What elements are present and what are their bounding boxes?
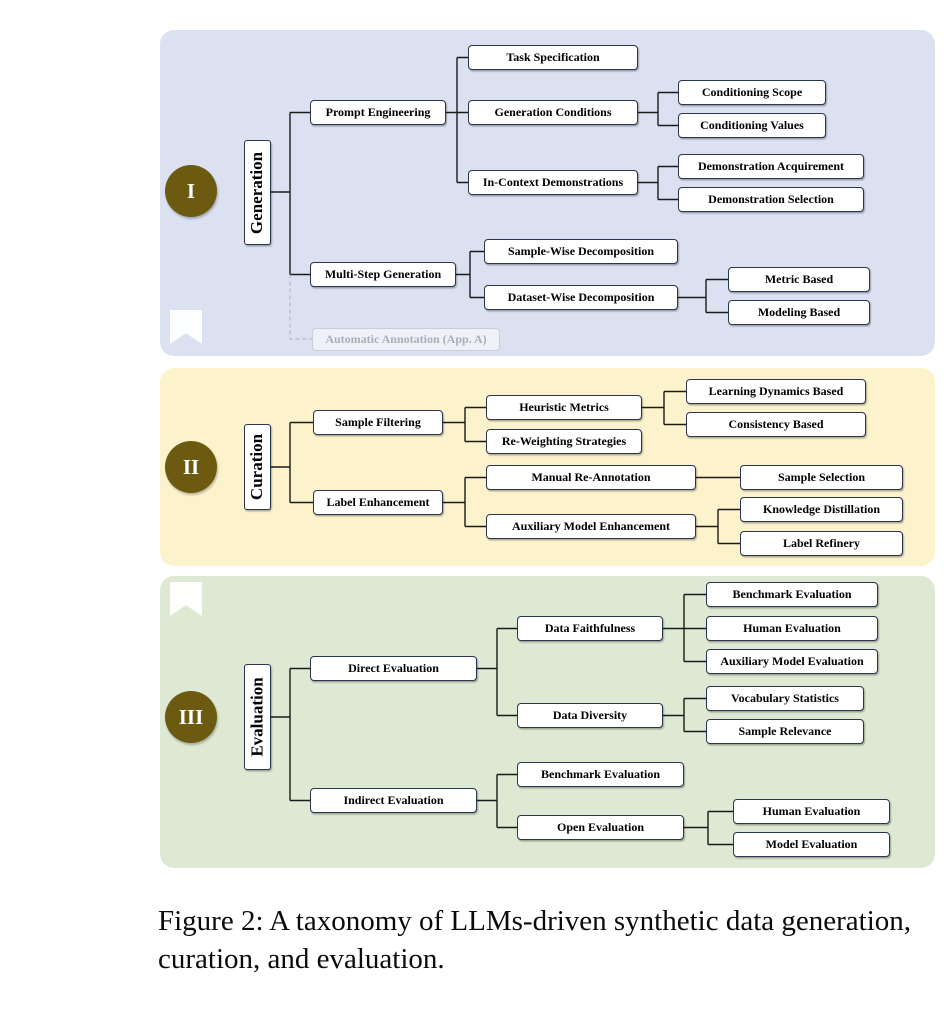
node-prompt-engineering: Prompt Engineering xyxy=(310,100,446,125)
node-conditioning-values: Conditioning Values xyxy=(678,113,826,138)
node-demonstration-acquirement: Demonstration Acquirement xyxy=(678,154,864,179)
node-task-specification: Task Specification xyxy=(468,45,638,70)
panel-numeral-curation: II xyxy=(165,441,217,493)
node-benchmark-evaluation-direct: Benchmark Evaluation xyxy=(706,582,878,607)
node-in-context-demonstrations: In-Context Demonstrations xyxy=(468,170,638,195)
node-auxiliary-model-evaluation: Auxiliary Model Evaluation xyxy=(706,649,878,674)
node-dataset-wise-decomposition: Dataset-Wise Decomposition xyxy=(484,285,678,310)
node-learning-dynamics-based: Learning Dynamics Based xyxy=(686,379,866,404)
node-direct-evaluation: Direct Evaluation xyxy=(310,656,477,681)
node-knowledge-distillation: Knowledge Distillation xyxy=(740,497,903,522)
node-data-diversity: Data Diversity xyxy=(517,703,663,728)
node-open-evaluation: Open Evaluation xyxy=(517,815,684,840)
node-model-evaluation: Model Evaluation xyxy=(733,832,890,857)
node-auxiliary-model-enhancement: Auxiliary Model Enhancement xyxy=(486,514,696,539)
node-label-enhancement: Label Enhancement xyxy=(313,490,443,515)
node-human-evaluation-open: Human Evaluation xyxy=(733,799,890,824)
figure-caption: Figure 2: A taxonomy of LLMs-driven synthetic data generation, curation, and evaluation. xyxy=(158,905,912,976)
node-manual-re-annotation: Manual Re-Annotation xyxy=(486,465,696,490)
panel-numeral-evaluation: III xyxy=(165,691,217,743)
node-sample-selection: Sample Selection xyxy=(740,465,903,490)
node-benchmark-evaluation-indirect: Benchmark Evaluation xyxy=(517,762,684,787)
panel-numeral-generation: I xyxy=(165,165,217,217)
node-data-faithfulness: Data Faithfulness xyxy=(517,616,663,641)
node-human-evaluation-direct: Human Evaluation xyxy=(706,616,878,641)
node-generation-conditions: Generation Conditions xyxy=(468,100,638,125)
panel-label-evaluation: Evaluation xyxy=(244,664,271,770)
node-sample-relevance: Sample Relevance xyxy=(706,719,864,744)
node-sample-filtering: Sample Filtering xyxy=(313,410,443,435)
panel-label-curation: Curation xyxy=(244,424,271,510)
node-metric-based: Metric Based xyxy=(728,267,870,292)
panel-label-generation: Generation xyxy=(244,140,271,245)
node-consistency-based: Consistency Based xyxy=(686,412,866,437)
node-modeling-based: Modeling Based xyxy=(728,300,870,325)
node-re-weighting-strategies: Re-Weighting Strategies xyxy=(486,429,642,454)
node-demonstration-selection: Demonstration Selection xyxy=(678,187,864,212)
node-heuristic-metrics: Heuristic Metrics xyxy=(486,395,642,420)
node-vocabulary-statistics: Vocabulary Statistics xyxy=(706,686,864,711)
node-sample-wise-decomposition: Sample-Wise Decomposition xyxy=(484,239,678,264)
node-label-refinery: Label Refinery xyxy=(740,531,903,556)
node-conditioning-scope: Conditioning Scope xyxy=(678,80,826,105)
node-multi-step-generation: Multi-Step Generation xyxy=(310,262,456,287)
node-automatic-annotation: Automatic Annotation (App. A) xyxy=(312,328,500,351)
node-indirect-evaluation: Indirect Evaluation xyxy=(310,788,477,813)
